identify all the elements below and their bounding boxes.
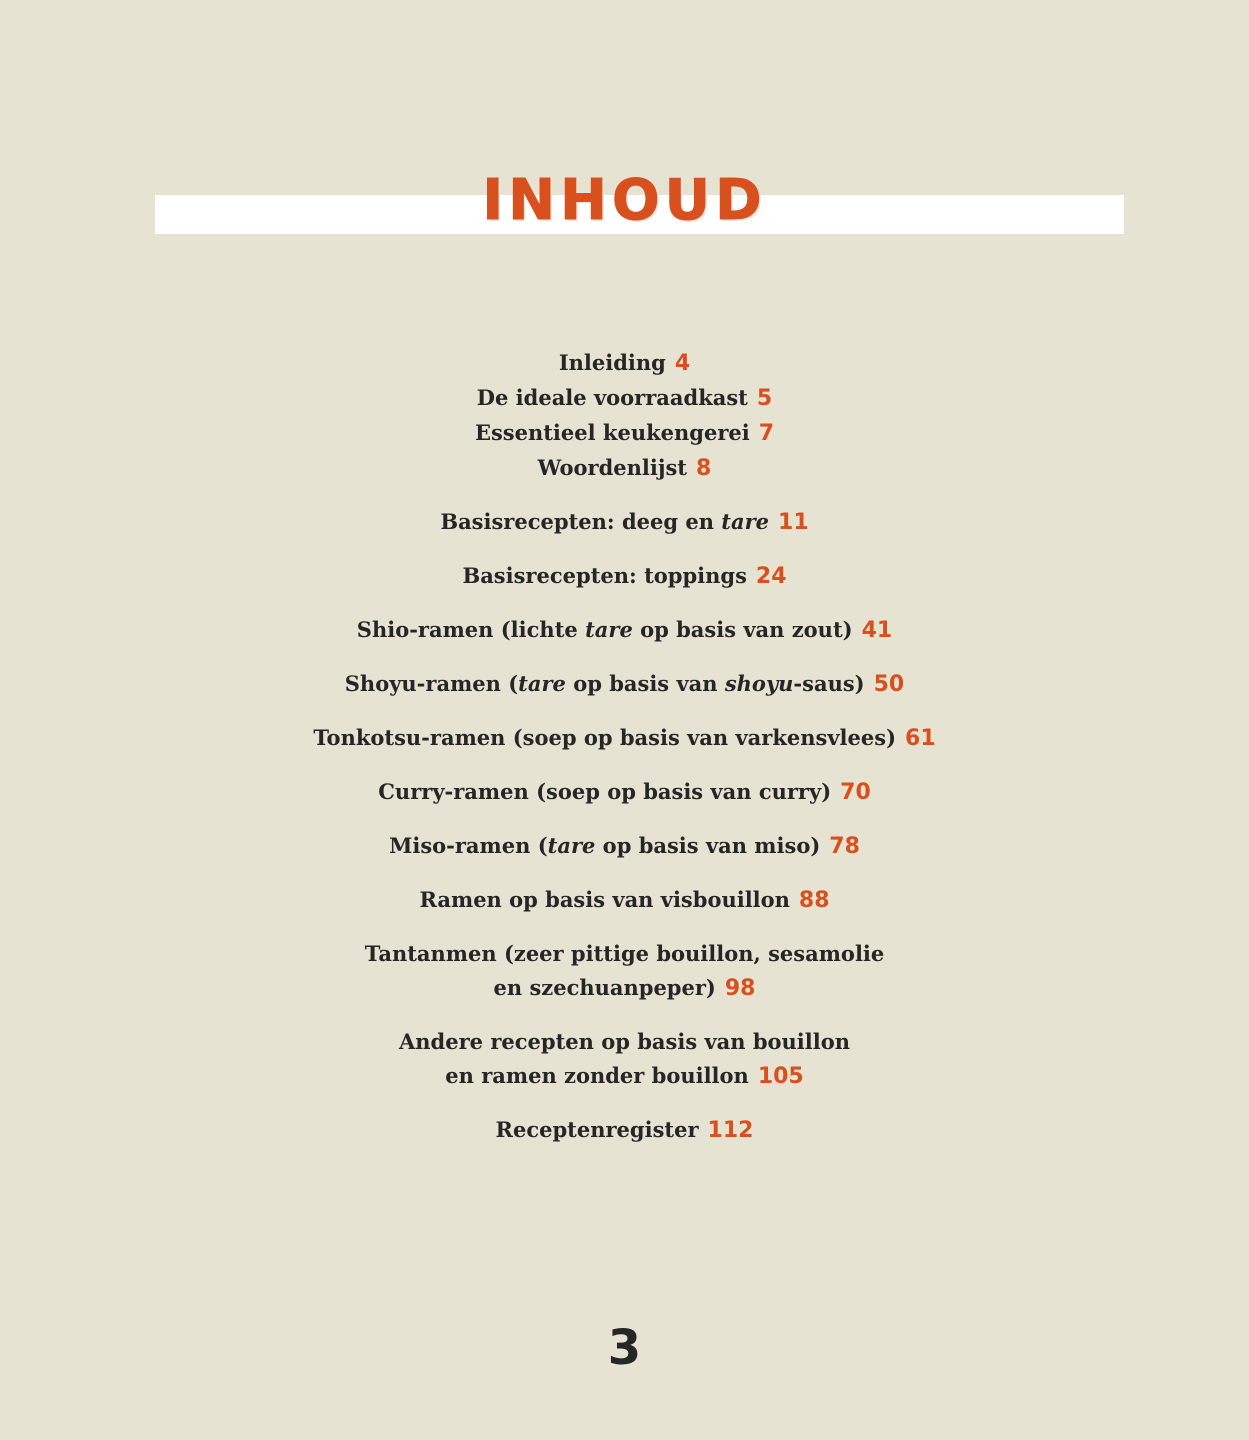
toc-entry[interactable] [0, 1113, 1249, 1148]
toc-entry-title: op basis van zout) [632, 617, 853, 642]
toc-entry-line [0, 1059, 1249, 1094]
spacer [0, 918, 1249, 937]
toc-entry-title: Basisrecepten: toppings [462, 563, 747, 588]
toc-page-number: 4 [674, 351, 691, 376]
toc-page-number: 24 [755, 564, 787, 589]
table-of-contents [0, 346, 1249, 1148]
spacer [0, 810, 1249, 829]
toc-entry-line [0, 971, 1249, 1006]
toc-page-number: 5 [756, 386, 773, 411]
toc-entry-italic: tare [518, 671, 566, 696]
toc-entry-title: Shoyu-ramen ( [344, 671, 519, 696]
spacer [0, 648, 1249, 667]
toc-page-number: 98 [724, 976, 756, 1001]
toc-entry[interactable] [0, 775, 1249, 810]
toc-group-intro [0, 346, 1249, 486]
page-number: 3 [607, 1320, 642, 1376]
toc-entry-multiline[interactable] [0, 1025, 1249, 1094]
toc-entry-title: Woordenlijst [537, 455, 688, 480]
toc-entry-title: -saus) [793, 671, 865, 696]
toc-entry-title: Receptenregister [495, 1117, 699, 1142]
spacer [0, 756, 1249, 775]
spacer [0, 864, 1249, 883]
toc-entry-title: en ramen zonder bouillon [445, 1063, 749, 1088]
toc-entry-title: Andere recepten op basis van bouillon [398, 1029, 851, 1054]
toc-entry-title: Essentieel keukengerei [474, 420, 750, 445]
toc-entry[interactable] [0, 346, 1249, 381]
toc-entry-title: De ideale voorraadkast [476, 385, 748, 410]
toc-entry[interactable] [0, 883, 1249, 918]
toc-entry-italic: tare [585, 617, 633, 642]
toc-entry[interactable] [0, 416, 1249, 451]
toc-entry[interactable] [0, 559, 1249, 594]
toc-entry[interactable] [0, 381, 1249, 416]
spacer [0, 594, 1249, 613]
toc-entry-line [0, 937, 1249, 971]
toc-page-number: 88 [798, 888, 830, 913]
toc-page-number: 112 [707, 1118, 754, 1143]
toc-entry-title: op basis van miso) [595, 833, 821, 858]
toc-entry-title: Basisrecepten: deeg en [440, 509, 722, 534]
spacer [0, 486, 1249, 505]
toc-entry-title: Tonkotsu-ramen (soep op basis van varkensvlees) [313, 725, 897, 750]
toc-page-number: 8 [696, 456, 712, 481]
spacer [0, 1006, 1249, 1025]
toc-page-number: 7 [758, 421, 775, 446]
toc-entry-multiline[interactable] [0, 937, 1249, 1006]
toc-entry-italic: tare [547, 833, 596, 858]
toc-page-number: 41 [861, 618, 893, 643]
toc-entry-title: Inleiding [558, 350, 666, 375]
toc-entry-title: op basis van [565, 671, 725, 696]
toc-page-number: 70 [840, 780, 871, 805]
toc-page-number: 50 [873, 672, 905, 697]
toc-page-number: 11 [778, 510, 809, 535]
toc-entry[interactable] [0, 613, 1249, 648]
spacer [0, 1094, 1249, 1113]
toc-entry-title: Ramen op basis van visbouillon [419, 887, 790, 912]
toc-entry-italic: tare [721, 509, 770, 534]
spacer [0, 702, 1249, 721]
toc-entry-title: Shio-ramen (lichte [356, 617, 586, 642]
toc-page-number: 78 [829, 834, 860, 859]
toc-entry[interactable] [0, 829, 1249, 864]
toc-entry-title: Curry-ramen (soep op basis van curry) [378, 779, 832, 804]
toc-page-number: 61 [905, 726, 936, 751]
toc-entry-italic: shoyu [724, 671, 794, 696]
toc-entry[interactable] [0, 721, 1249, 756]
toc-entry[interactable] [0, 451, 1249, 486]
toc-entry-title: Tantanmen (zeer pittige bouillon, sesamolie [364, 941, 885, 966]
page-title: INHOUD [482, 168, 767, 233]
spacer [0, 540, 1249, 559]
toc-entry[interactable] [0, 667, 1249, 702]
toc-entry-line [0, 1025, 1249, 1059]
toc-page-number: 105 [757, 1064, 804, 1089]
toc-entry[interactable] [0, 505, 1249, 540]
toc-entry-title: Miso-ramen ( [389, 833, 548, 858]
toc-entry-title: en szechuanpeper) [493, 975, 716, 1000]
